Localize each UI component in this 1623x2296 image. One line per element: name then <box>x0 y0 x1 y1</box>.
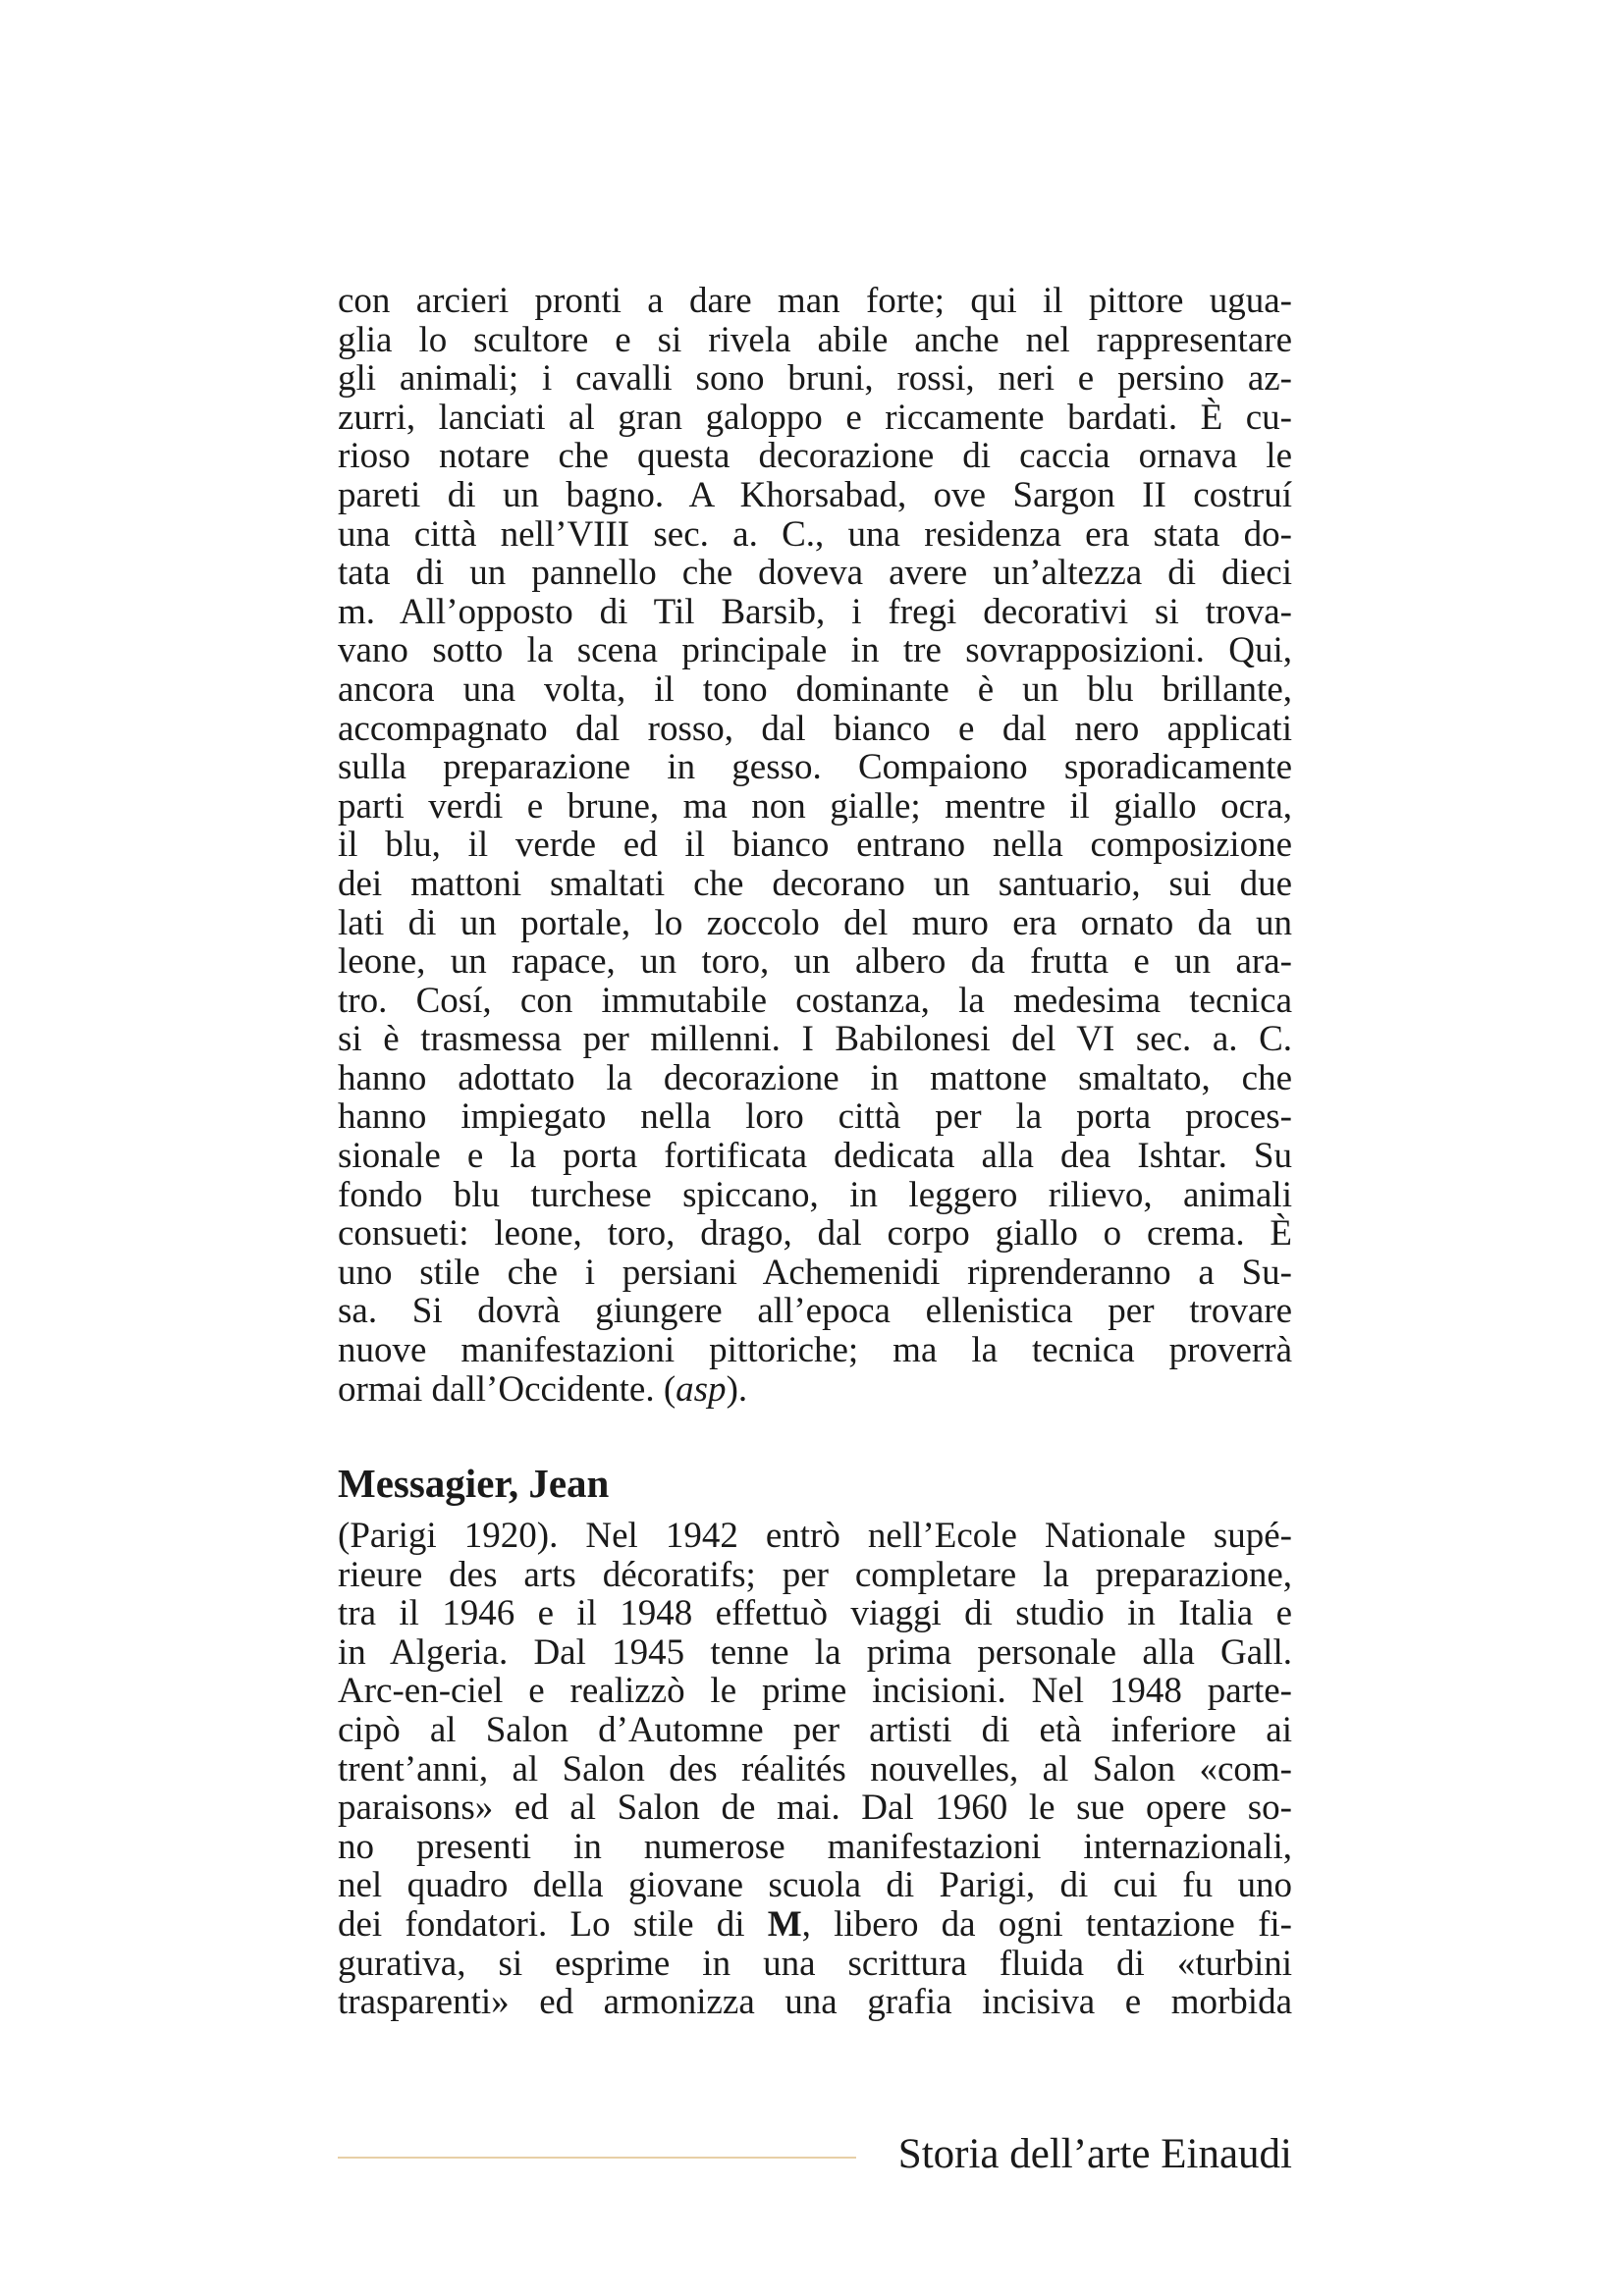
text-line: Arc-en-ciel e realizzò le prime incisioni. Nel 1948 parte- <box>338 1671 1292 1712</box>
text-line: tra il 1946 e il 1948 effettuò viaggi di studio in Italia e <box>338 1593 1292 1634</box>
text-line: sulla preparazione in gesso. Compaiono sporadicamente <box>338 747 1292 788</box>
text-line: rieure des arts décoratifs; per completare la preparazione, <box>338 1554 1292 1595</box>
text-line: nel quadro della giovane scuola di Parigi, di cui fu uno <box>338 1865 1292 1906</box>
text-line: nuove manifestazioni pittoriche; ma la tecnica proverrà <box>338 1330 1292 1371</box>
text-line: fondo blu turchese spiccano, in leggero rilievo, animali <box>338 1174 1292 1215</box>
text-line: accompagnato dal rosso, dal bianco e dal nero applicati <box>338 708 1292 749</box>
text-line: trent’anni, al Salon des réalités nouvelles, al Salon «com- <box>338 1748 1292 1789</box>
text-line: no presenti in numerose manifestazioni internazionali, <box>338 1826 1292 1867</box>
line-text-before: dei fondatori. Lo stile di <box>338 1903 768 1945</box>
footer-publication: Storia dell’arte Einaudi <box>897 2131 1292 2177</box>
text-line: cipò al Salon d’Automne per artisti di età inferiore ai <box>338 1709 1292 1750</box>
text-line: in Algeria. Dal 1945 tenne la prima personale alla Gall. <box>338 1631 1292 1673</box>
footer-rule <box>338 2157 856 2159</box>
text-line: con arcieri pronti a dare man forte; qui il pittore ugua- <box>338 281 1292 321</box>
text-line: sionale e la porta fortificata dedicata alla dea Ishtar. Su <box>338 1136 1292 1177</box>
article-continuation <box>338 282 1292 1409</box>
text-line: gurativa, si esprime in una scrittura fluida di «turbini <box>338 1943 1292 1984</box>
entry-title: Messagier, Jean <box>338 1461 610 1506</box>
text-line-last <box>338 1370 1292 1410</box>
text-line: vano sotto la scena principale in tre sovrapposizioni. Qui, <box>338 630 1292 671</box>
text-line: uno stile che i persiani Achemenidi riprenderanno a Su- <box>338 1252 1292 1293</box>
text-line: rioso notare che questa decorazione di caccia ornava le <box>338 436 1292 477</box>
text-line: si è trasmessa per millenni. I Babilonesi del VI sec. a. C. <box>338 1019 1292 1060</box>
text-line: glia lo scultore e si rivela abile anche nel rappresentare <box>338 319 1292 360</box>
text-line: trasparenti» ed armonizza una grafia incisiva e morbida <box>338 1982 1292 2023</box>
text-line: paraisons» ed al Salon de mai. Dal 1960 le sue opere so- <box>338 1788 1292 1829</box>
text-line: tro. Cosí, con immutabile costanza, la medesima tecnica <box>338 980 1292 1021</box>
text-line: lati di un portale, lo zoccolo del muro era ornato da un <box>338 902 1292 943</box>
text-line: gli animali; i cavalli sono bruni, rossi, neri e persino az- <box>338 358 1292 400</box>
artist-initial: M <box>767 1903 802 1945</box>
closing-punctuation: ). <box>726 1368 748 1410</box>
text-line: tata di un pannello che doveva avere un’altezza di dieci <box>338 553 1292 594</box>
text-line: zurri, lanciati al gran galoppo e riccamente bardati. È cu- <box>338 397 1292 438</box>
text-line: il blu, il verde ed il bianco entrano nella composizione <box>338 825 1292 866</box>
entry-body <box>338 1517 1292 2022</box>
text-line: hanno adottato la decorazione in mattone smaltato, che <box>338 1057 1292 1098</box>
text-line: pareti di un bagno. A Khorsabad, ove Sargon II costruí <box>338 474 1292 515</box>
text-line: leone, un rapace, un toro, un albero da frutta e un ara- <box>338 941 1292 983</box>
text-line: ancora una volta, il tono dominante è un blu brillante, <box>338 668 1292 710</box>
text-line <box>338 1905 1292 1945</box>
line-text-after: , libero da ogni tentazione fi- <box>801 1903 1292 1945</box>
text-line: (Parigi 1920). Nel 1942 entrò nell’Ecole Nationale supé- <box>338 1516 1292 1556</box>
text-line: una città nell’VIII sec. a. C., una residenza era stata do- <box>338 513 1292 555</box>
text-line: hanno impiegato nella loro città per la porta proces- <box>338 1096 1292 1138</box>
text-line: dei mattoni smaltati che decorano un santuario, sui due <box>338 863 1292 904</box>
author-initials: asp <box>676 1368 727 1410</box>
closing-text: ormai dall’Occidente. ( <box>338 1368 676 1410</box>
text-line: m. All’opposto di Til Barsib, i fregi decorativi si trova- <box>338 591 1292 632</box>
text-line: consueti: leone, toro, drago, dal corpo giallo o crema. È <box>338 1213 1292 1255</box>
text-line: sa. Si dovrà giungere all’epoca ellenistica per trovare <box>338 1291 1292 1332</box>
text-line: parti verdi e brune, ma non gialle; mentre il giallo ocra, <box>338 785 1292 827</box>
